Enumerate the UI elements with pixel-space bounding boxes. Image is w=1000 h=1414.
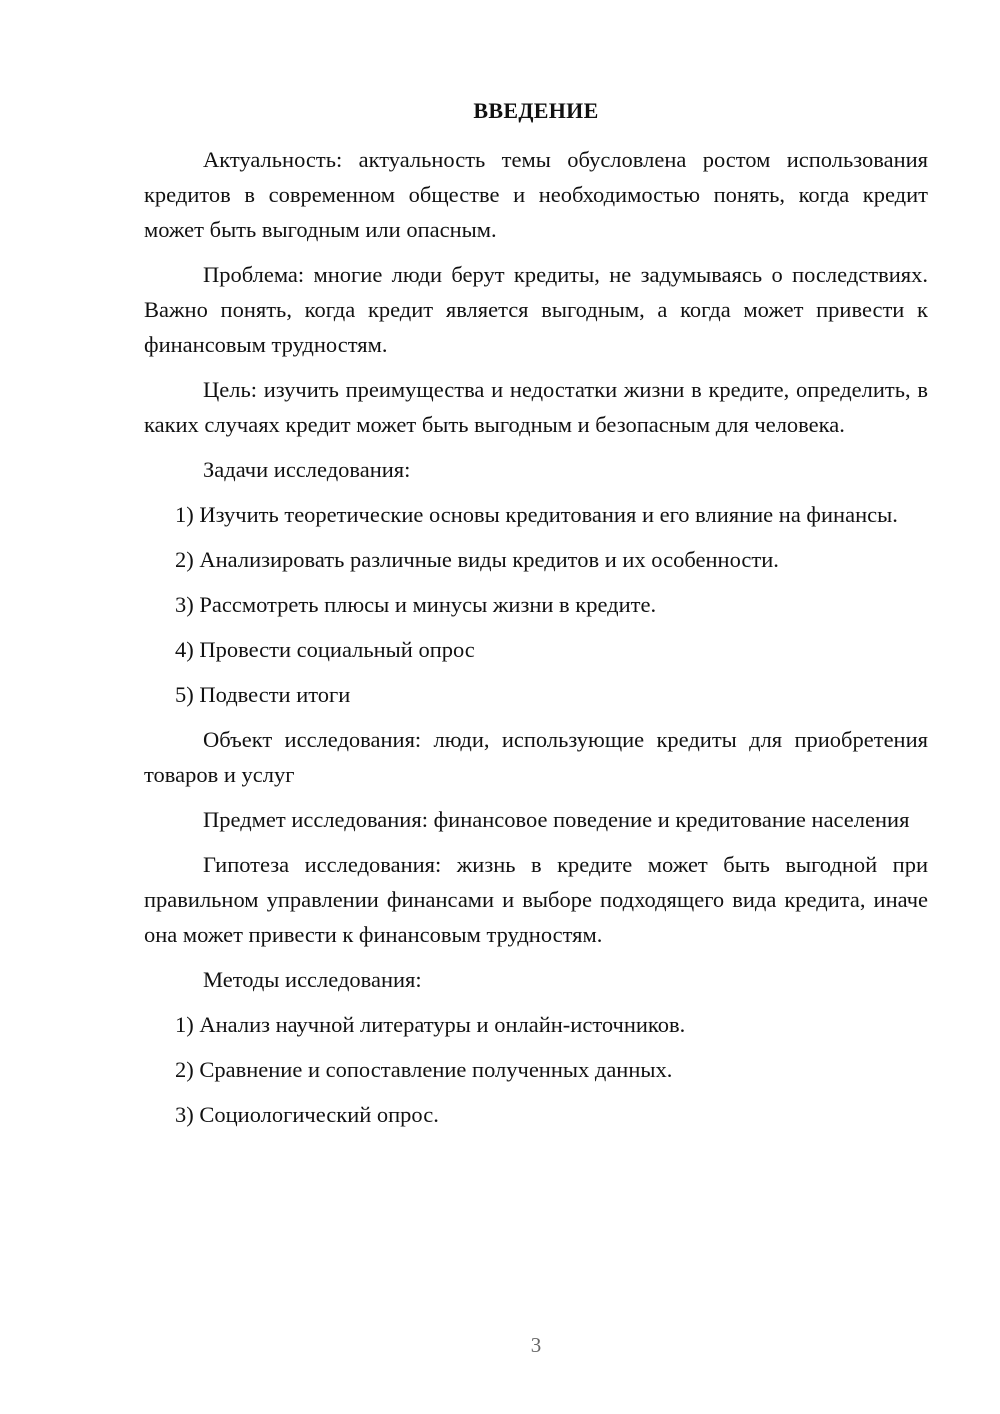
methods-heading: Методы исследования: xyxy=(203,967,422,992)
problem-paragraph: Проблема: многие люди берут кредиты, не задумываясь о последствиях. Важно понять, когда кредит является выгодным, а когда может привести к финансовым трудностям. xyxy=(144,262,928,357)
method-item-1: 1) Анализ научной литературы и онлайн-источников. xyxy=(175,1012,686,1037)
goal-paragraph: Цель: изучить преимущества и недостатки жизни в кредите, определить, в каких случаях кредит может быть выгодным и безопасным для человека. xyxy=(144,377,928,437)
document-body xyxy=(144,142,928,1142)
tasks-heading: Задачи исследования: xyxy=(203,457,411,482)
page-number: 3 xyxy=(530,1333,542,1357)
object-paragraph: Объект исследования: люди, использующие кредиты для приобретения товаров и услуг xyxy=(144,727,928,787)
subject-paragraph: Предмет исследования: финансовое поведение и кредитование населения xyxy=(203,807,910,832)
relevance-paragraph: Актуальность: актуальность темы обусловлена ростом использования кредитов в современном обществе и необходимостью понять, когда кредит может быть выгодным или опасным. xyxy=(144,147,928,242)
method-item-2: 2) Сравнение и сопоставление полученных данных. xyxy=(175,1057,673,1082)
hypothesis-paragraph: Гипотеза исследования: жизнь в кредите может быть выгодной при правильном управлении финансами и выборе подходящего вида кредита, иначе она может привести к финансовым трудностям. xyxy=(144,852,928,947)
task-item-3: 3) Рассмотреть плюсы и минусы жизни в кредите. xyxy=(175,592,657,617)
task-item-1: 1) Изучить теоретические основы кредитования и его влияние на финансы. xyxy=(175,502,898,527)
task-item-2: 2) Анализировать различные виды кредитов и их особенности. xyxy=(175,547,779,572)
method-item-3: 3) Социологический опрос. xyxy=(175,1102,439,1127)
section-title: ВВЕДЕНИЕ xyxy=(473,98,599,123)
task-item-5: 5) Подвести итоги xyxy=(175,682,351,707)
task-item-4: 4) Провести социальный опрос xyxy=(175,637,475,662)
